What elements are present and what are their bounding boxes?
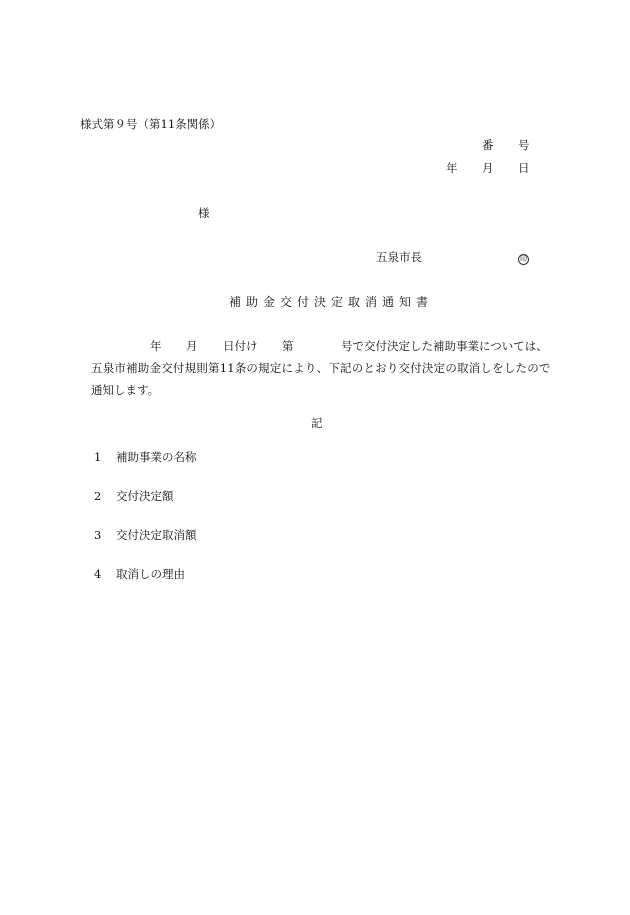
date-day-label: 日 [518, 161, 530, 175]
item-label: 補助事業の名称 [116, 450, 197, 464]
item-number: 1 [94, 450, 102, 464]
seal-icon [518, 252, 529, 265]
form-label: 様式第９号（第11条関係） [80, 117, 222, 131]
number-go-label: 号 [518, 138, 530, 152]
item-number: 3 [94, 528, 102, 542]
body-line3: 通知します。 [91, 383, 160, 397]
date-year-label: 年 [446, 161, 458, 175]
seal-mark: 印 [520, 255, 527, 263]
recipient-honorific: 様 [198, 206, 210, 220]
ki-label: 記 [311, 416, 323, 430]
body-line2: 五泉市補助金交付規則第11条の規定により、下記のとおり交付決定の取消しをしたので [91, 361, 551, 375]
body-month: 月 [186, 339, 198, 353]
item-number: 2 [94, 489, 102, 503]
item-label: 交付決定額 [116, 489, 174, 503]
item-number: 4 [94, 567, 102, 581]
body-year: 年 [150, 339, 162, 353]
item-label: 交付決定取消額 [116, 528, 197, 542]
sender-name: 五泉市長 [376, 250, 422, 264]
document-title: 補助金交付決定取消通知書 [229, 295, 434, 309]
number-ban-label: 番 [482, 138, 494, 152]
item-label: 取消しの理由 [116, 567, 185, 581]
date-month-label: 月 [482, 161, 494, 175]
body-dai: 第 [282, 339, 294, 353]
body-day-dated: 日付け [223, 339, 258, 353]
body-line1-rest: 号で交付決定した補助事業については、 [341, 339, 548, 353]
